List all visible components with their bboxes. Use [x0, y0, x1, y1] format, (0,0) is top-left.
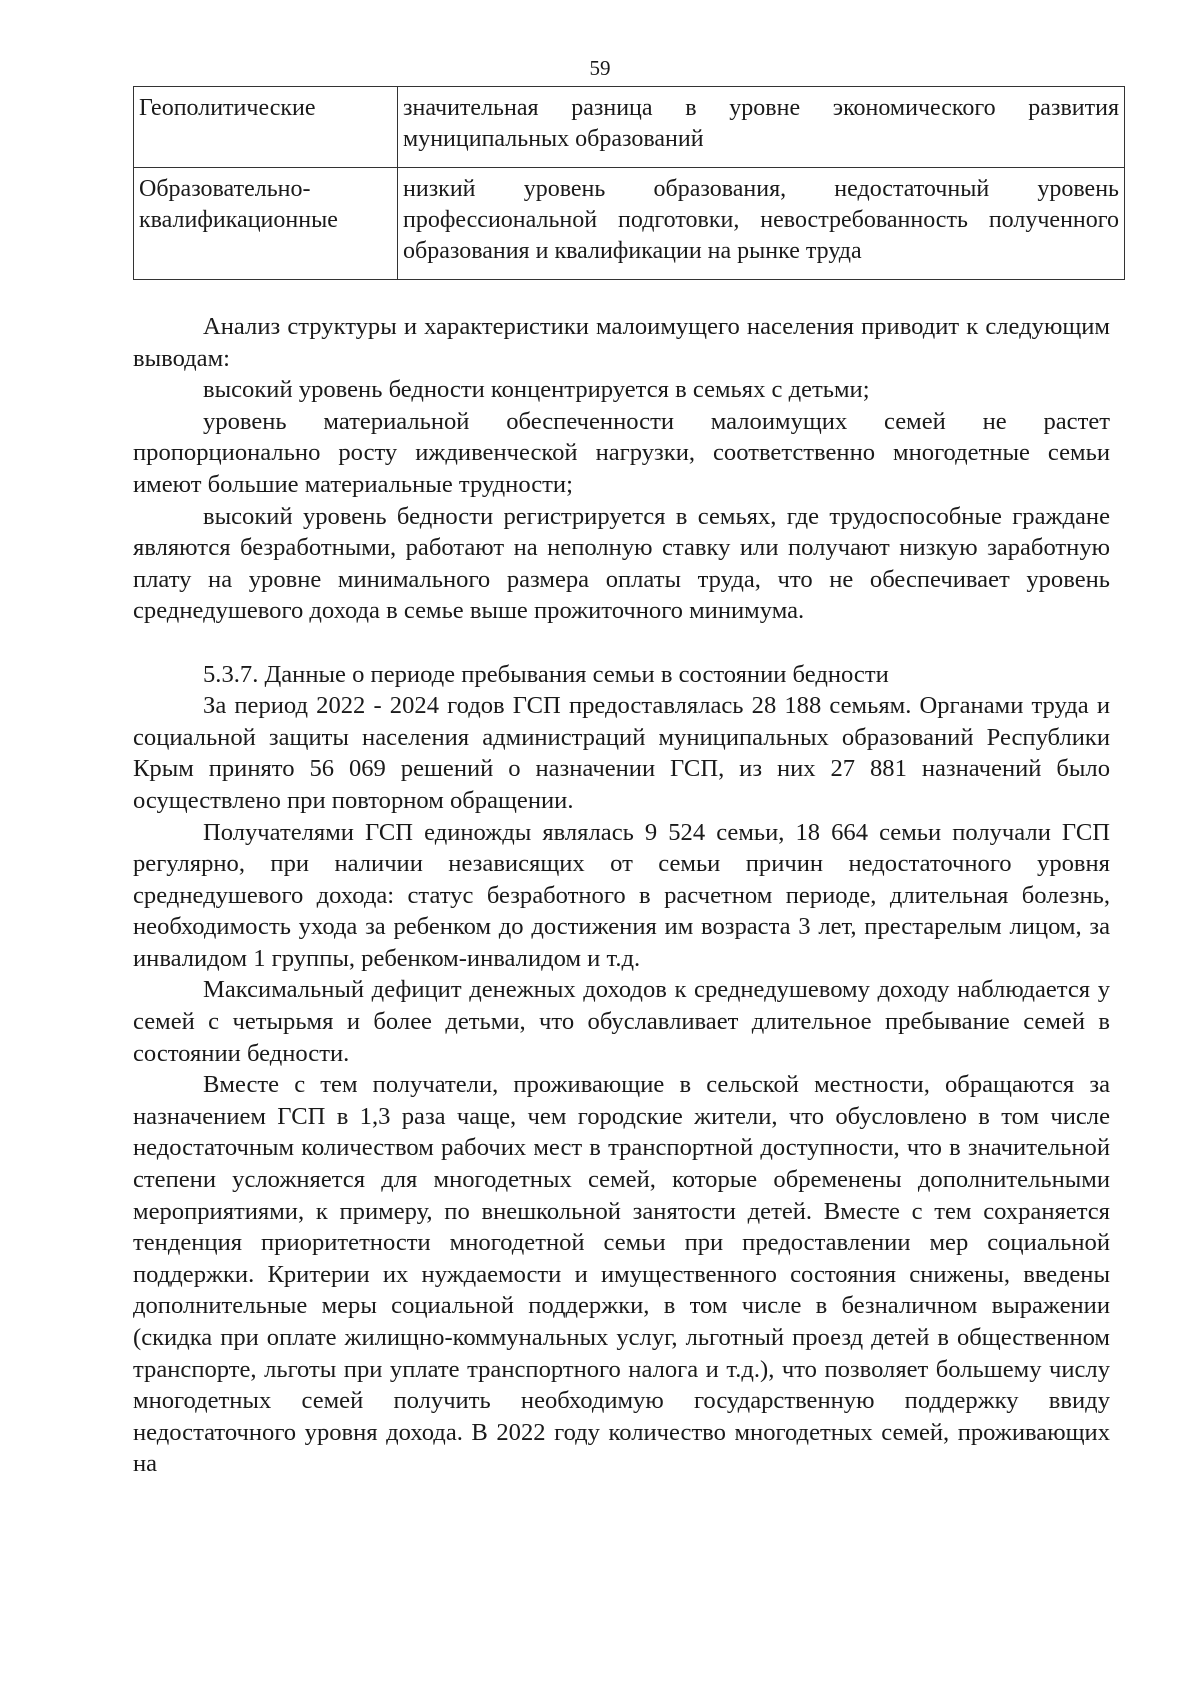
paragraph: Анализ структуры и характеристики малоимущего населения приводит к следующим выводам: — [133, 313, 1110, 372]
paragraph: За период 2022 - 2024 годов ГСП предоставлялась 28 188 семьям. Органами труда и социальной защиты населения администраций муниципальных образований Республики Крым принято 56 069 решений о назначении ГСП, из них 27 881 назначений было осуществлено при повторном обращении. — [133, 692, 1110, 814]
table-cell-type: Образовательно- квалификационные — [134, 168, 398, 280]
document-body — [133, 311, 1110, 1480]
table-cell-description: значительная разница в уровне экономического развития муниципальных образований — [398, 87, 1125, 168]
paragraph: Максимальный дефицит денежных доходов к среднедушевому доходу наблюдается у семей с четырьмя и более детьми, что обуславливает длительное пребывание семей в состоянии бедности. — [133, 976, 1110, 1067]
paragraph: высокий уровень бедности концентрируется в семьях с детьми; — [203, 376, 870, 404]
paragraph: Получателями ГСП единожды являлась 9 524 семьи, 18 664 семьи получали ГСП регулярно, при наличии независящих от семьи причин недостаточного уровня среднедушевого дохода: статус безработного в расчетном периоде, длительная болезнь, необходимость ухода за ребенком до достижения им возраста 3 лет, престарелым лицом, за инвалидом 1 группы, ребенком-инвалидом и т.д. — [133, 818, 1110, 972]
section-heading: 5.3.7. Данные о периоде пребывания семьи в состоянии бедности — [203, 660, 889, 688]
table-cell-type: Геополитические — [134, 87, 398, 168]
factors-table — [133, 86, 1125, 280]
table-cell-description: низкий уровень образования, недостаточный уровень профессиональной подготовки, невостребованность полученного образования и квалификации на рынке труда — [398, 168, 1125, 280]
paragraph: высокий уровень бедности регистрируется в семьях, где трудоспособные граждане являются безработными, работают на неполную ставку или получают низкую заработную плату на уровне минимального размера оплаты труда, что не обеспечивает уровень среднедушевого дохода в семье выше прожиточного минимума. — [133, 502, 1110, 625]
table-row — [134, 168, 1125, 280]
table-row — [134, 87, 1125, 168]
paragraph: уровень материальной обеспеченности малоимущих семей не растет пропорционально росту иждивенческой нагрузки, соответственно многодетные семьи имеют большие материальные трудности; — [133, 407, 1110, 498]
paragraph: Вместе с тем получатели, проживающие в сельской местности, обращаются за назначением ГСП в 1,3 раза чаще, чем городские жители, что обусловлено в том числе недостаточным количеством рабочих мест в транспортной доступности, что в значительной степени усложняется для многодетных семей, которые обременены дополнительными мероприятиями, к примеру, по внешкольной занятости детей. Вместе с тем сохраняется тенденция приоритетности многодетной семьи при предоставлении мер социальной поддержки. Критерии их нуждаемости и имущественного состояния снижены, введены дополнительные меры социальной поддержки, в том числе в безналичном выражении (скидка при оплате жилищно-коммунальных услуг, льготный проезд детей в общественном транспорте, льготы при уплате транспортного налога и т.д.), что позволяет большему числу многодетных семей получить необходимую государственную поддержку ввиду недостаточного уровня дохода. В 2022 году количество многодетных семей, проживающих на — [133, 1071, 1110, 1478]
page-number: 59 — [589, 56, 611, 80]
